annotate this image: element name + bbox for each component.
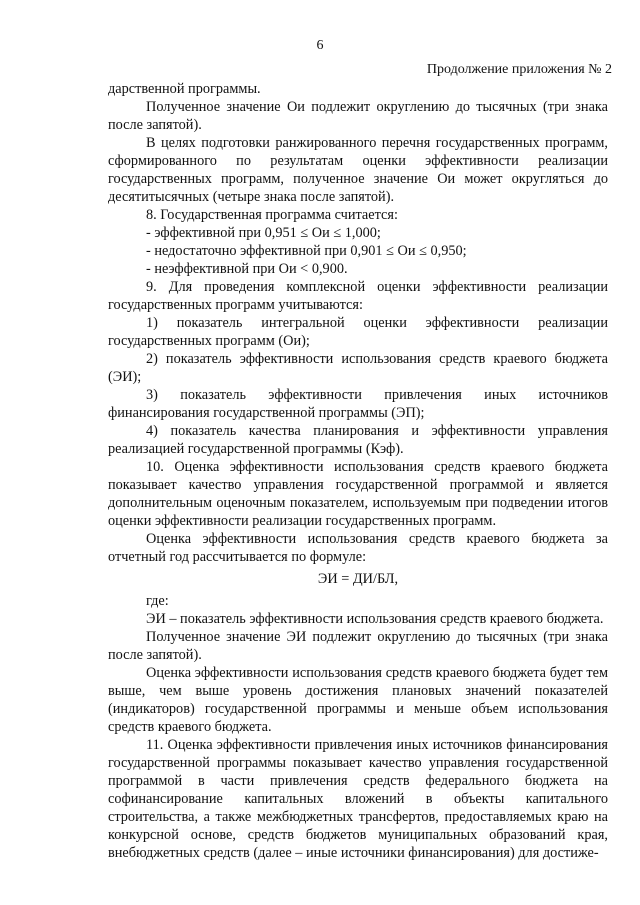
paragraph: ЭИ – показатель эффективности использования средств краевого бюджета. bbox=[146, 611, 604, 627]
paragraph: Оценка эффективности использования средств краевого бюджета за отчетный год рассчитывается по формуле: bbox=[108, 531, 608, 565]
appendix-note: Продолжение приложения № 2 bbox=[426, 62, 612, 77]
paragraph: 8. Государственная программа считается: bbox=[146, 207, 398, 223]
page-number: 6 bbox=[316, 38, 324, 53]
list-item: 2) показатель эффективности использования средств краевого бюджета (ЭИ); bbox=[108, 351, 608, 385]
paragraph: Полученное значение Ои подлежит округлению до тысячных (три знака после запятой). bbox=[108, 99, 608, 133]
paragraph: 11. Оценка эффективности привлечения иных источников финансирования государственной программы показывает качество управления государственной программой в части привлечения средств федерального бюджета на софинансирование капитальных вложений в объекты капитального строительства, а также межбюджетных трансфертов, предоставляемых краю на конкурсной основе, средств бюджетов муниципальных образований края, внебюджетных средств (далее – иные источники финансирования) для достиже- bbox=[108, 737, 608, 861]
paragraph: 9. Для проведения комплексной оценки эффективности реализации государственных программ учитываются: bbox=[108, 279, 608, 313]
body-text bbox=[108, 80, 608, 862]
list-item: - недостаточно эффективной при 0,901 ≤ Ои ≤ 0,950; bbox=[146, 243, 467, 259]
list-item: 1) показатель интегральной оценки эффективности реализации государственных программ (Ои); bbox=[108, 315, 608, 349]
paragraph: Оценка эффективности использования средств краевого бюджета будет тем выше, чем выше уровень достижения плановых значений показателей (индикаторов) государственной программы и меньше объем использования средств краевого бюджета. bbox=[108, 665, 608, 735]
list-item: - неэффективной при Ои < 0,900. bbox=[146, 261, 348, 277]
paragraph: где: bbox=[146, 593, 169, 609]
paragraph: дарственной программы. bbox=[108, 81, 261, 97]
paragraph: В целях подготовки ранжированного перечня государственных программ, сформированного по результатам оценки эффективности реализации государственных программ, полученное значение Ои может округляться до десятитысячных (четыре знака после запятой). bbox=[108, 135, 608, 205]
paragraph: 10. Оценка эффективности использования средств краевого бюджета показывает качество управления государственной программой и является дополнительным оценочным показателем, используемым при подведении итогов оценки эффективности реализации государственных программ. bbox=[108, 459, 608, 529]
list-item: - эффективной при 0,951 ≤ Ои ≤ 1,000; bbox=[146, 225, 381, 241]
list-item: 3) показатель эффективности привлечения иных источников финансирования государственной программы (ЭП); bbox=[108, 387, 608, 421]
formula: ЭИ = ДИ/БЛ, bbox=[317, 571, 399, 587]
paragraph: Полученное значение ЭИ подлежит округлению до тысячных (три знака после запятой). bbox=[108, 629, 608, 663]
list-item: 4) показатель качества планирования и эффективности управления реализацией государственной программы (Кэф). bbox=[108, 423, 608, 457]
